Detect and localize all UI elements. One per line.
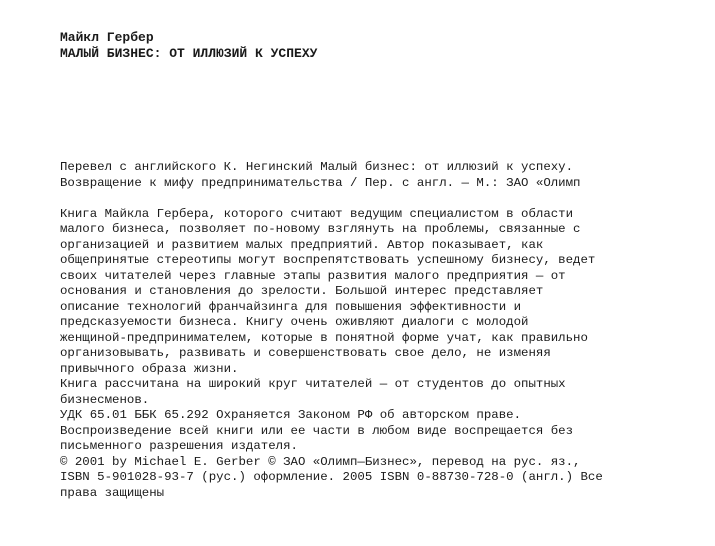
annotation-line: общепринятые стереотипы могут воспрепятствовать успешному бизнесу, ведет <box>60 253 596 267</box>
annotation-line: бизнесменов. <box>60 392 150 407</box>
book-body <box>60 160 700 501</box>
credits-line: Перевел с английского К. Негинский Малый бизнес: от иллюзий к успеху. <box>60 160 574 174</box>
annotation-line: предсказуемости бизнеса. Книгу очень оживляют диалоги с молодой <box>60 315 529 329</box>
book-header <box>60 30 317 62</box>
legal-line: письменного разрешения издателя. <box>60 439 298 453</box>
annotation-line: малого бизнеса, позволяет по-новому взглянуть на проблемы, связанные с <box>60 222 581 236</box>
annotation-line: организовывать, развивать и совершенствовать свое дело, не изменяя <box>60 346 551 360</box>
annotation-line: женщиной-предпринимателем, которые в понятной форме учат, как правильно <box>60 330 588 345</box>
annotation-line: описание технологий франчайзинга для повышения эффективности и <box>60 299 522 314</box>
paragraph-spacer <box>60 191 700 207</box>
author-name: Майкл Гербер <box>60 30 154 45</box>
annotation-line: Книга Майкла Гербера, которого считают ведущим специалистом в области <box>60 206 574 221</box>
legal-line: ISBN 5-901028-93-7 (рус.) оформление. 2005 ISBN 0-88730-728-0 (англ.) Все <box>60 470 603 484</box>
annotation-line: своих читателей через главные этапы развития малого предприятия — от <box>60 268 566 283</box>
legal-line: права защищены <box>60 485 165 500</box>
legal-line: © 2001 by Michael E. Gerber © ЗАО «Олимп—Бизнес», перевод на рус. яз., <box>60 454 581 469</box>
annotation-line: основания и становления до зрелости. Большой интерес представляет <box>60 284 544 298</box>
annotation-line: организацией и развитием малых предприятий. Автор показывает, как <box>60 237 544 252</box>
book-title: МАЛЫЙ БИЗНЕС: ОТ ИЛЛЮЗИЙ К УСПЕХУ <box>60 46 318 61</box>
annotation-line: Книга рассчитана на широкий круг читателей — от студентов до опытных <box>60 377 566 391</box>
annotation-line: привычного образа жизни. <box>60 361 239 376</box>
legal-line: УДК 65.01 ББК 65.292 Охраняется Законом РФ об авторском праве. <box>60 408 522 422</box>
legal-line: Воспроизведение всей книги или ее части в любом виде воспрещается без <box>60 423 574 438</box>
credits-line: Возвращение к мифу предпринимательства / Пер. с англ. — М.: ЗАО «Олимп <box>60 175 581 190</box>
